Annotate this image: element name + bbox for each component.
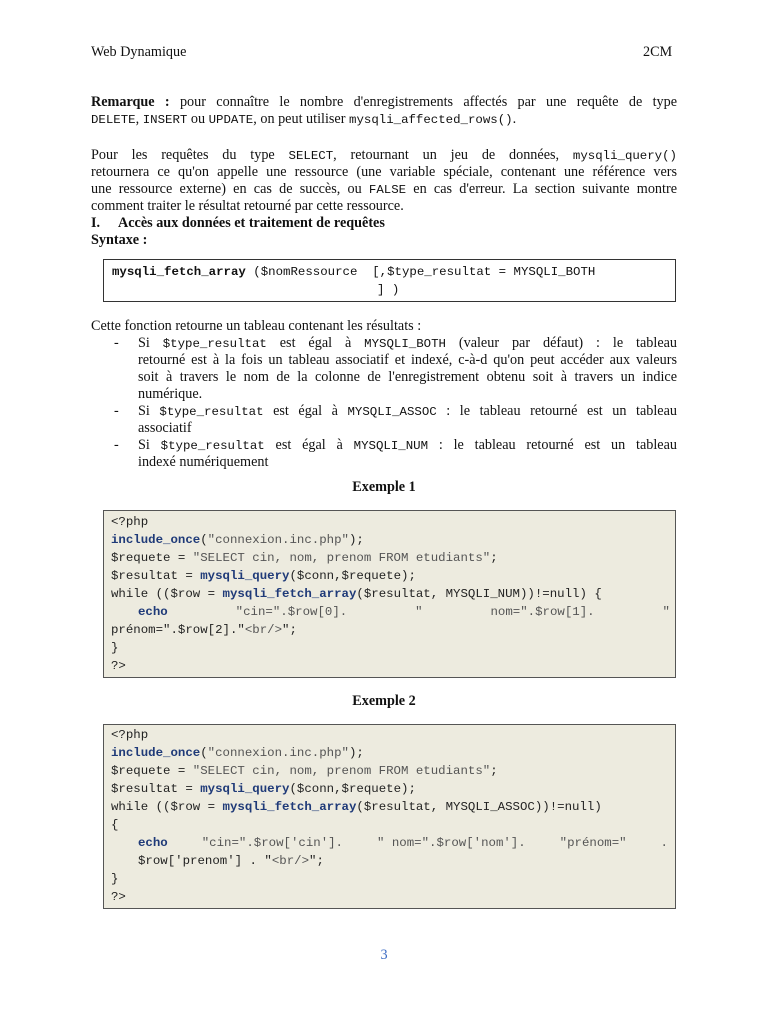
- code: ($resultat, MYSQLI_NUM))!=null) {: [356, 587, 602, 601]
- string: ": [415, 605, 423, 619]
- code-affected-rows: mysqli_affected_rows(): [349, 113, 513, 127]
- text: .: [512, 111, 517, 127]
- remarque-line-1: [91, 94, 677, 111]
- text: : le tableau retourné est un tableau: [436, 403, 677, 419]
- remarque-label: Remarque :: [91, 94, 170, 110]
- syntax-line-1: [112, 265, 595, 279]
- string: "connexion.inc.php": [207, 746, 349, 760]
- kw: echo: [138, 605, 168, 619]
- text: Si: [138, 403, 160, 419]
- string: " nom=".$row['nom'].: [376, 836, 526, 850]
- kw: mysqli_query: [200, 782, 290, 796]
- code-line: }: [111, 641, 119, 655]
- kw: mysqli_fetch_array: [222, 800, 357, 814]
- code-line: [111, 567, 671, 585]
- code-line: ?>: [111, 890, 126, 904]
- text: est égal à: [263, 403, 348, 419]
- code-line: [111, 585, 671, 603]
- example-2-code-box: [103, 724, 676, 909]
- text: : le tableau retourné est un tableau: [428, 437, 677, 453]
- text: (valeur par défaut) : le tableau: [445, 335, 678, 351]
- code-false: FALSE: [368, 183, 407, 197]
- code-mysqli-both: MYSQLI_BOTH: [364, 337, 446, 351]
- string: ": [662, 605, 670, 619]
- bullet-1-line-3: soit à travers le nom de la colonne de l'enregistrement obtenu soit à travers un indice: [138, 369, 677, 385]
- text: ou: [187, 111, 209, 127]
- code-type-resultat: $type_resultat: [162, 337, 267, 351]
- para2-line-1: [91, 147, 677, 165]
- syntax-function: mysqli_fetch_array: [112, 265, 246, 279]
- example-1-code-box: [103, 510, 676, 678]
- bullet-2-line-1: [138, 403, 677, 421]
- syntax-box: [103, 259, 676, 302]
- section-number: I.: [91, 215, 101, 231]
- code: (: [200, 746, 208, 760]
- code-line: [138, 852, 698, 870]
- code: ($conn,$requete);: [289, 569, 416, 583]
- code-line: <?php: [111, 728, 149, 742]
- code-type-resultat: $type_resultat: [159, 405, 264, 419]
- code: $resultat =: [111, 569, 201, 583]
- code-mysqli-query: mysqli_query(): [572, 149, 677, 163]
- string: <br/>: [271, 854, 310, 868]
- intro-text: Cette fonction retourne un tableau contenant les résultats :: [91, 318, 422, 334]
- code: (: [200, 533, 208, 547]
- para2-line-2: retournera ce qu'on appelle une ressource (une variable spéciale, contenant une référence vers: [91, 164, 677, 180]
- code-line: [111, 603, 670, 621]
- bullet-dash: -: [114, 403, 119, 419]
- kw: mysqli_fetch_array: [222, 587, 357, 601]
- page-number: 3: [380, 947, 388, 963]
- bullet-2-line-2: associatif: [138, 420, 192, 436]
- code-line: [111, 834, 668, 852]
- bullet-1-line-2: retourné est à la fois un tableau associatif et indexé, c-à-d qu'on peut accéder aux valeurs: [138, 352, 677, 368]
- string: "prénom=": [559, 836, 627, 850]
- string: "connexion.inc.php": [207, 533, 349, 547]
- code-line: [111, 744, 671, 762]
- code: );: [348, 746, 364, 760]
- bullet-dash: -: [114, 335, 119, 351]
- text: , retournant un jeu de données,: [333, 147, 573, 163]
- remarque-line-2: [91, 111, 677, 129]
- string: "SELECT cin, nom, prenom FROM etudiants": [192, 551, 491, 565]
- code-line: [111, 531, 671, 549]
- text: Si: [138, 437, 161, 453]
- code-line: ?>: [111, 659, 126, 673]
- code: ($resultat, MYSQLI_ASSOC))!=null): [356, 800, 602, 814]
- code: );: [348, 533, 364, 547]
- code-line: <?php: [111, 515, 149, 529]
- code-mysqli-num: MYSQLI_NUM: [353, 439, 429, 453]
- kw: include_once: [111, 746, 201, 760]
- example-2-title: Exemple 2: [352, 693, 416, 709]
- code: while (($row =: [111, 587, 223, 601]
- string: "cin=".$row[0].: [235, 605, 348, 619]
- kw: mysqli_query: [200, 569, 290, 583]
- code-line: }: [111, 872, 119, 886]
- code-update: UPDATE: [208, 113, 254, 127]
- code: $requete =: [111, 551, 193, 565]
- code: prénom=".$row[2].": [111, 623, 245, 637]
- text: Pour les requêtes du type: [91, 147, 289, 163]
- code: $requete =: [111, 764, 193, 778]
- code-line: {: [111, 818, 119, 832]
- text: en cas d'erreur. La section suivante montre: [406, 181, 677, 197]
- text: est égal à: [266, 335, 365, 351]
- code: $row['prenom'] . ": [138, 854, 272, 868]
- text: Si: [138, 335, 163, 351]
- kw: include_once: [111, 533, 201, 547]
- string: nom=".$row[1].: [490, 605, 595, 619]
- code: while (($row =: [111, 800, 223, 814]
- remarque-text: pour connaître le nombre d'enregistrements affectés par une requête de type: [169, 94, 677, 110]
- code-line: [111, 762, 671, 780]
- bullet-1-line-1: [138, 335, 677, 353]
- string: .: [660, 836, 668, 850]
- string: "SELECT cin, nom, prenom FROM etudiants": [192, 764, 491, 778]
- code-line: [111, 798, 671, 816]
- code: ($conn,$requete);: [289, 782, 416, 796]
- code-type-resultat: $type_resultat: [160, 439, 265, 453]
- bullet-dash: -: [114, 437, 119, 453]
- code-line: [111, 621, 671, 639]
- kw: echo: [138, 836, 168, 850]
- text: ,: [135, 111, 143, 127]
- code: ;: [490, 764, 498, 778]
- code-line: [111, 780, 671, 798]
- bullet-3-line-2: indexé numériquement: [138, 454, 269, 470]
- code-mysqli-assoc: MYSQLI_ASSOC: [347, 405, 437, 419]
- code-line: [111, 549, 671, 567]
- code-delete: DELETE: [91, 113, 136, 127]
- code: $resultat =: [111, 782, 201, 796]
- para2-line-4: comment traiter le résultat retourné par cette ressource.: [91, 198, 404, 214]
- section-title: Accès aux données et traitement de requêtes: [118, 215, 385, 231]
- para2-line-3: [91, 181, 677, 199]
- text: , on peut utiliser: [253, 111, 350, 127]
- code-select: SELECT: [288, 149, 334, 163]
- text: est égal à: [264, 437, 354, 453]
- syntaxe-label: Syntaxe :: [91, 232, 148, 248]
- header-left: Web Dynamique: [91, 44, 187, 60]
- bullet-3-line-1: [138, 437, 677, 455]
- syntax-line-2: ] ): [377, 283, 400, 297]
- syntax-args: ($nomRessource [,$type_resultat = MYSQLI_BOTH: [245, 265, 596, 279]
- bullet-1-line-4: numérique.: [138, 386, 203, 402]
- code: ;: [490, 551, 498, 565]
- code-insert: INSERT: [142, 113, 188, 127]
- code: ";: [282, 623, 297, 637]
- string: <br/>: [244, 623, 283, 637]
- example-1-title: Exemple 1: [352, 479, 416, 495]
- string: "cin=".$row['cin'].: [201, 836, 343, 850]
- code: ";: [309, 854, 324, 868]
- text: une ressource externe) en cas de succès, ou: [91, 181, 369, 197]
- header-right: 2CM: [643, 44, 673, 60]
